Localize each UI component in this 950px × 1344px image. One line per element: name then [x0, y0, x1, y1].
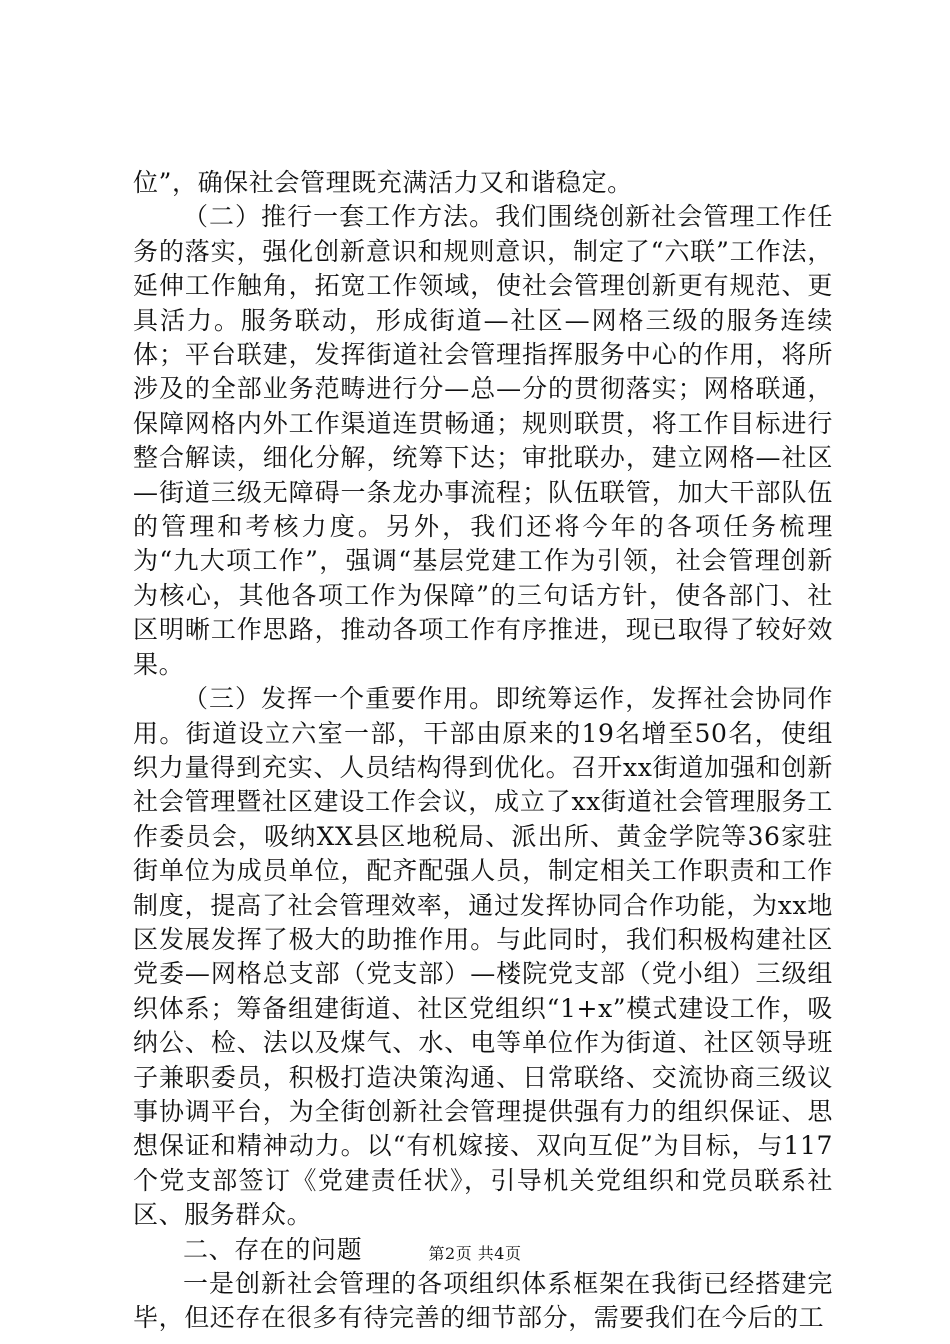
section-heading-problems: 二、存在的问题 [183, 1234, 363, 1264]
paragraph-important-role: （三）发挥一个重要作用。即统筹运作，发挥社会协同作用。街道设立六室一部，干部由原来的19名增至50名，使组织力量得到充实、人员结构得到优化。召开xx街道加强和创新社会管理暨社区建设工作会议，成立了xx街道社会管理服务工作委员会，吸纳XX县区地税局、派出所、黄金学院等36家驻街单位为成员单位，配齐配强人员，制定相关工作职责和工作制度，提高了社会管理效率，通过发挥协同合作功能，为xx地区发展发挥了极大的助推作用。与此同时，我们积极构建社区党委—网格总支部（党支部）—楼院党支部（党小组）三级组织体系；筹备组建街道、社区党组织“1+x”模式建设工作，吸纳公、检、法以及煤气、水、电等单位作为街道、社区领导班子兼职委员，积极打造决策沟通、日常联络、交流协商三级议事协调平台，为全街创新社会管理提供强有力的组织保证、思想保证和精神动力。以“有机嫁接、双向互促”为目标，与117个党支部签订《党建责任状》，引导机关党组织和党员联系社区、服务群众。 [133, 684, 833, 1230]
paragraph-work-method: （二）推行一套工作方法。我们围绕创新社会管理工作任务的落实，强化创新意识和规则意识，制定了“六联”工作法，延伸工作触角，拓宽工作领域，使社会管理创新更有规范、更具活力。服务联动，形成街道—社区—网格三级的服务连续体；平台联建，发挥街道社会管理指挥服务中心的作用，将所涉及的全部业务范畴进行分—总—分的贯彻落实；网格联通，保障网格内外工作渠道连贯畅通；规则联贯，将工作目标进行整合解读，细化分解，统筹下达；审批联办，建立网格—社区—街道三级无障碍一条龙办事流程；队伍联管，加大干部队伍的管理和考核力度。另外，我们还将今年的各项任务梳理为“九大项工作”，强调“基层党建工作为引领，社会管理创新为核心，其他各项工作为保障”的三句话方针，使各部门、社区明晰工作思路，推动各项工作有序推进，现已取得了较好效果。 [133, 202, 833, 679]
paragraph-problem-one: 一是创新社会管理的各项组织体系框架在我街已经搭建完毕，但还存在很多有待完善的细节部分，需要我们在今后的工 [133, 1269, 833, 1333]
document-body [133, 166, 833, 1336]
paragraph-continuation: 位”，确保社会管理既充满活力又和谐稳定。 [133, 168, 633, 197]
page-number-footer: 第2页 共4页 [428, 1244, 522, 1263]
